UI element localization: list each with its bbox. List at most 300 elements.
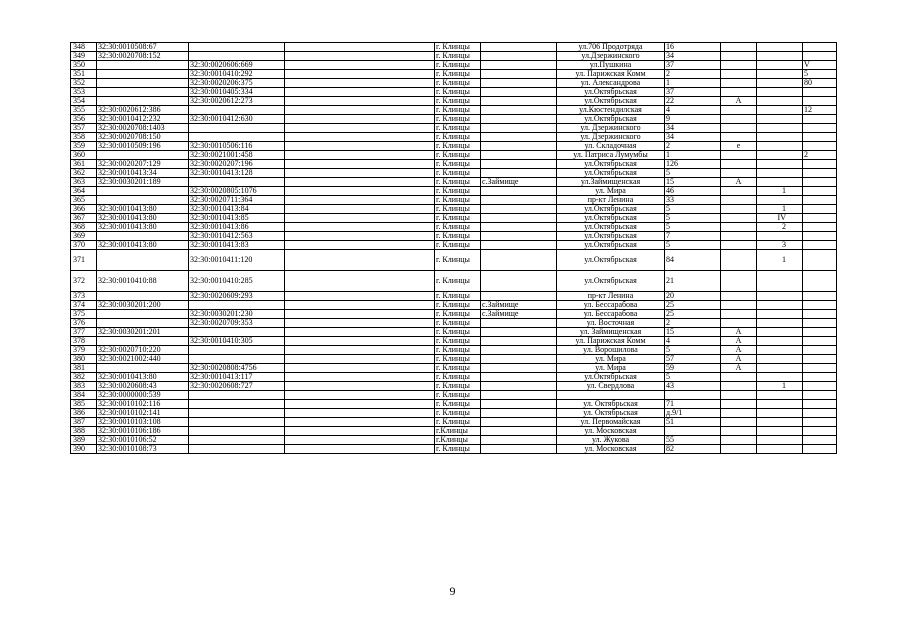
table-cell: г. Клинцы [435,346,481,355]
table-cell: ул. Патриса Лумумбы [557,151,665,160]
table-cell: г. Клинцы [435,355,481,364]
table-cell [285,250,435,271]
table-cell [285,373,435,382]
table-cell: А [721,178,757,187]
table-cell: 364 [71,187,97,196]
table-row [71,151,837,160]
table-cell: ул.706 Продотряда [557,43,665,52]
table-cell [285,214,435,223]
table-cell: 22 [665,97,721,106]
table-row [71,346,837,355]
table-cell [285,106,435,115]
table-cell: ул. Жукова [557,436,665,445]
table-cell [189,418,285,427]
table-cell: А [721,364,757,373]
table-cell: 32:30:0030201:189 [97,178,189,187]
table-cell [803,427,837,436]
table-cell: 1 [665,79,721,88]
table-cell [757,337,803,346]
table-cell [481,271,557,292]
table-cell [721,88,757,97]
table-cell: 370 [71,241,97,250]
table-cell: 366 [71,205,97,214]
table-cell [721,106,757,115]
table-cell [285,70,435,79]
table-row [71,223,837,232]
table-row [71,142,837,151]
table-cell [757,70,803,79]
table-cell [285,142,435,151]
table-cell: 32:30:0020711:364 [189,196,285,205]
table-cell [481,427,557,436]
table-cell: г. Клинцы [435,328,481,337]
table-cell [97,151,189,160]
table-cell: 384 [71,391,97,400]
table-cell: 32:30:0010410:292 [189,70,285,79]
table-cell [757,52,803,61]
table-cell [189,445,285,454]
table-cell [189,391,285,400]
table-cell [557,391,665,400]
table-cell [721,151,757,160]
table-cell [285,355,435,364]
table-cell [97,337,189,346]
table-cell: 32:30:0010413:117 [189,373,285,382]
table-row [71,232,837,241]
table-cell [189,328,285,337]
table-cell [721,409,757,418]
table-cell: 33 [665,196,721,205]
table-cell [285,151,435,160]
table-cell [481,292,557,301]
table-cell [97,79,189,88]
table-cell: 32:30:0010413:85 [189,214,285,223]
table-cell: 32:30:0010405:334 [189,88,285,97]
table-cell [481,214,557,223]
table-cell [757,436,803,445]
table-cell [285,196,435,205]
table-cell: 382 [71,373,97,382]
table-cell: 1 [757,205,803,214]
table-cell: г. Клинцы [435,310,481,319]
table-cell [721,418,757,427]
table-cell [97,61,189,70]
table-cell: 32:30:0020709:353 [189,319,285,328]
table-cell [721,43,757,52]
table-row [71,301,837,310]
table-cell: пр-кт Ленина [557,196,665,205]
table-cell: 363 [71,178,97,187]
table-cell [721,373,757,382]
table-cell: г. Клинцы [435,205,481,214]
table-cell: г. Клинцы [435,409,481,418]
table-cell [481,445,557,454]
table-cell [803,373,837,382]
table-cell: г. Клинцы [435,115,481,124]
table-cell [803,409,837,418]
table-cell [665,427,721,436]
table-cell [481,382,557,391]
table-cell: 32:30:0020708:152 [97,52,189,61]
table-cell [285,115,435,124]
table-cell: 389 [71,436,97,445]
table-cell: 378 [71,337,97,346]
table-cell: ул.Октябрьская [557,88,665,97]
table-cell: 32:30:0010413:80 [97,241,189,250]
table-cell: г. Клинцы [435,271,481,292]
table-cell: г. Клинцы [435,250,481,271]
table-cell: 5 [665,169,721,178]
table-cell [285,160,435,169]
table-cell [721,214,757,223]
table-cell: 383 [71,382,97,391]
table-cell: 348 [71,43,97,52]
table-cell [285,436,435,445]
table-cell: г. Клинцы [435,151,481,160]
table-cell: ул. Дзержинского [557,124,665,133]
table-cell: г. Клинцы [435,391,481,400]
table-cell: ул. Парижская Комм [557,70,665,79]
table-cell: 126 [665,160,721,169]
table-cell [757,97,803,106]
table-cell: ул. Складочная [557,142,665,151]
table-cell: 37 [665,61,721,70]
table-cell [721,382,757,391]
table-cell [481,169,557,178]
table-cell [721,427,757,436]
table-cell: 32:30:0020708:150 [97,133,189,142]
table-cell [481,319,557,328]
table-cell: ул. Мира [557,364,665,373]
table-cell: 365 [71,196,97,205]
table-cell: 32:30:0020608:727 [189,382,285,391]
table-cell [481,160,557,169]
table-cell: ул.Октябрьская [557,271,665,292]
table-cell: 1 [757,250,803,271]
table-cell: 379 [71,346,97,355]
table-cell: 25 [665,310,721,319]
table-cell [285,271,435,292]
table-cell: 32:30:0010412:630 [189,115,285,124]
table-row [71,391,837,400]
table-cell [285,364,435,373]
table-cell: г. Клинцы [435,88,481,97]
table-cell: 3 [757,241,803,250]
table-row [71,97,837,106]
table-cell [481,391,557,400]
table-cell [721,124,757,133]
table-cell [481,97,557,106]
table-cell [97,70,189,79]
table-cell: 5 [665,373,721,382]
table-cell [285,445,435,454]
table-cell: 385 [71,400,97,409]
table-cell [757,160,803,169]
table-cell: 32:30:0021001:458 [189,151,285,160]
table-cell [757,124,803,133]
table-cell [803,241,837,250]
table-cell [189,178,285,187]
table-cell: 80 [803,79,837,88]
table-cell [803,418,837,427]
table-row [71,355,837,364]
table-cell: г. Клинцы [435,61,481,70]
table-cell [285,418,435,427]
table-cell: ул. Мира [557,355,665,364]
table-cell: ул. Дзержинского [557,133,665,142]
table-cell [189,43,285,52]
table-cell [721,169,757,178]
table-cell [757,373,803,382]
table-cell: ул. Октябрьская [557,400,665,409]
table-cell [803,214,837,223]
table-cell: ул.Октябрьская [557,97,665,106]
table-cell [803,97,837,106]
table-row [71,373,837,382]
table-cell: 32:30:0010410:88 [97,271,189,292]
table-cell [97,250,189,271]
table-cell [285,382,435,391]
table-cell [757,169,803,178]
table-cell [803,355,837,364]
table-cell [285,88,435,97]
table-cell [721,160,757,169]
table-cell: ул.Октябрьская [557,214,665,223]
table-cell: с.Займище [481,178,557,187]
table-cell [757,391,803,400]
table-cell [721,271,757,292]
table-cell [757,301,803,310]
table-cell: 362 [71,169,97,178]
table-cell: ул. Парижская Комм [557,337,665,346]
table-cell: А [721,355,757,364]
table-cell: 32:30:0020608:43 [97,382,189,391]
table-cell: 34 [665,52,721,61]
table-cell [803,346,837,355]
table-cell: 32:30:0021002:440 [97,355,189,364]
table-cell [481,241,557,250]
table-cell [481,373,557,382]
table-cell [757,328,803,337]
table-cell: 2 [665,70,721,79]
table-cell: 5 [665,223,721,232]
table-row [71,328,837,337]
table-cell: г. Клинцы [435,196,481,205]
table-cell: г. Клинцы [435,292,481,301]
table-row [71,115,837,124]
table-cell [803,223,837,232]
table-cell: 15 [665,328,721,337]
table-row [71,436,837,445]
table-cell: 32:30:0010413:80 [97,223,189,232]
table-cell: 32:30:0010413:80 [97,214,189,223]
table-cell [757,115,803,124]
table-cell: 32:30:0020708:1403 [97,124,189,133]
table-cell [285,97,435,106]
table-cell: 46 [665,187,721,196]
table-cell: ул. Восточная [557,319,665,328]
table-cell [721,301,757,310]
table-cell [721,310,757,319]
table-cell: 5 [665,346,721,355]
table-cell [481,61,557,70]
table-cell [481,88,557,97]
table-cell [721,400,757,409]
table-cell [803,124,837,133]
table-cell [803,88,837,97]
table-cell: 374 [71,301,97,310]
table-cell: г. Клинцы [435,337,481,346]
table-cell: 381 [71,364,97,373]
table-cell [803,328,837,337]
table-cell: ул. Мира [557,187,665,196]
table-cell [803,178,837,187]
table-cell [97,292,189,301]
table-cell: 12 [803,106,837,115]
table-cell: 1 [757,187,803,196]
table-cell [285,400,435,409]
table-cell: 32:30:0020808:4756 [189,364,285,373]
table-cell [803,133,837,142]
table-cell: г.Клинцы [435,436,481,445]
table-cell [189,106,285,115]
table-cell: 380 [71,355,97,364]
table-cell: V [803,61,837,70]
table-cell: 32:30:0010412:232 [97,115,189,124]
table-row [71,160,837,169]
table-cell: 2 [757,223,803,232]
table-cell: ул.Октябрьская [557,169,665,178]
table-cell [189,355,285,364]
table-cell [757,88,803,97]
table-cell: 57 [665,355,721,364]
table-cell [757,310,803,319]
table-cell: 32:30:0010108:73 [97,445,189,454]
table-cell: 59 [665,364,721,373]
table-cell: 352 [71,79,97,88]
table-cell: 355 [71,106,97,115]
table-cell: ул. Ворошилова [557,346,665,355]
table-cell: г. Клинцы [435,133,481,142]
table-cell: 32:30:0010102:141 [97,409,189,418]
table-cell: 32:30:0010411:120 [189,250,285,271]
table-cell [285,328,435,337]
table-cell: ул. Александрова [557,79,665,88]
table-row [71,292,837,301]
table-cell [481,133,557,142]
table-cell [481,106,557,115]
table-cell [481,43,557,52]
table-cell: 1 [665,151,721,160]
table-cell: г. Клинцы [435,187,481,196]
table-cell [285,292,435,301]
table-cell [757,400,803,409]
table-cell [803,169,837,178]
table-cell: 32:30:0010413:128 [189,169,285,178]
table-cell [481,409,557,418]
table-cell: ул.Октябрьская [557,241,665,250]
table-cell [803,115,837,124]
table-row [71,61,837,70]
table-cell: г. Клинцы [435,232,481,241]
table-cell [721,61,757,70]
table-cell: 32:30:0010410:305 [189,337,285,346]
table-cell: 2 [665,319,721,328]
table-cell: 32:30:0020606:669 [189,61,285,70]
table-cell: г. Клинцы [435,400,481,409]
table-cell [285,52,435,61]
table-cell [481,436,557,445]
table-cell: г. Клинцы [435,373,481,382]
table-cell: ул.Октябрьская [557,205,665,214]
table-cell [757,271,803,292]
table-cell: г. Клинцы [435,223,481,232]
table-cell: 5 [803,70,837,79]
table-cell: ул.Октябрьская [557,160,665,169]
table-cell: 367 [71,214,97,223]
table-cell: 32:30:0010413:83 [189,241,285,250]
page-number: 9 [449,584,456,598]
table-cell [481,70,557,79]
table-cell [721,70,757,79]
table-cell: 1 [757,382,803,391]
table-cell: 32:30:0010413:86 [189,223,285,232]
table-cell [803,196,837,205]
table-cell: ул. Свердлова [557,382,665,391]
table-row [71,214,837,223]
table-cell [757,292,803,301]
table-row [71,445,837,454]
table-cell: 4 [665,106,721,115]
table-cell: 32:30:0010509:196 [97,142,189,151]
table-cell [285,391,435,400]
table-cell: г. Клинцы [435,97,481,106]
table-cell [757,232,803,241]
table-cell [803,250,837,271]
table-cell: г. Клинцы [435,169,481,178]
table-row [71,241,837,250]
table-row [71,337,837,346]
table-cell [285,43,435,52]
table-cell [97,97,189,106]
table-cell [803,310,837,319]
table-cell: 356 [71,115,97,124]
table-cell [481,337,557,346]
table-cell: г. Клинцы [435,178,481,187]
table-cell [757,133,803,142]
table-cell [285,310,435,319]
table-row [71,364,837,373]
table-cell: с.Займище [481,310,557,319]
table-cell: 32:30:0010102:116 [97,400,189,409]
table-cell: 376 [71,319,97,328]
table-cell [803,232,837,241]
table-cell [481,400,557,409]
table-row [71,310,837,319]
table-cell: ул. Московская [557,427,665,436]
table-row [71,196,837,205]
table-cell: 360 [71,151,97,160]
table-cell: г. Клинцы [435,364,481,373]
table-cell [803,271,837,292]
table-cell: 32:30:0030201:230 [189,310,285,319]
table-cell: 361 [71,160,97,169]
table-cell [803,445,837,454]
table-row [71,43,837,52]
table-cell [721,223,757,232]
table-cell: 354 [71,97,97,106]
table-cell: ул.Октябрьская [557,232,665,241]
